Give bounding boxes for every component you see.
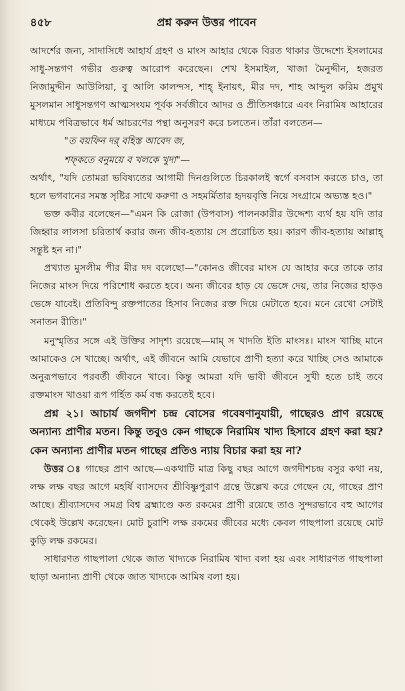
paragraph-islam-saints: আদর্শের জন্য, সাদাসিধে আহার্য গ্রহণ ও মাংস আহার থেকে বিরত থাকার উদ্দেশ্যে ইসলামের সাধু-সন্তগণ গভীর গুরুত্ব আরোপ করেছেন। শেখ ইসমাইল, খাজা মৈনুদ্দীন, হজরত নিজামুদ্দীন আউলিয়া, বু আলি কালন্দস, শাহ্‌ ইনায়ৎ, মীর দদ, শাহ আব্দুল করিম প্রমুখ মুসলমান সাধুসন্তগণ আত্মসংযম পূর্বক সর্বজীবে আদর ও প্রীতিসঞ্চারে এবং নিরামিষ আহারের মাধ্যমে পবিত্রভাবে ধর্ম আচরণের পন্থা অনুসরণ করে চলতেন। তাঁরা বলতেন— <box>30 46 383 130</box>
verse-line-1: "ত বয়ফিন দর্‌ বহিস্ত আবেদ জ, <box>64 136 185 148</box>
verse-line-2: শফ্‌কতে বনুময়ে ব খলকে খুদা"— <box>64 154 190 166</box>
answer-block <box>30 461 383 551</box>
question-text: আচার্য জগদীশ চন্দ্র বোসের গবেষণানুযায়ী, গাছেরও প্রাণ রয়েছে অন্যান্য প্রাণীর মতন। কিন্তু তবুও কেন গাছকে নিরামিষ খাদ্য হিসাবে গ্রহণ করা হয়? কেন অন্যান্য প্রাণীর মতন গাছের প্রতিও ন্যায় বিচার করা হয় না? <box>30 407 383 458</box>
paragraph-manusmriti: মনুস্মৃতির সঙ্গে এই উক্তির সাদৃশ্য রয়েছে—মাম্‌ স খাদতি ইতি মাংসঃ। মাংস খাচ্ছি মানে আমাকেও সে খাচ্ছে। অর্থাৎ, এই জীবনে আমি যেভাবে প্রাণী হত্যা করে খাচ্ছি সেও আমাকে অনুরূপভাবে পরবর্তী জীবনে খাবে। কিন্তু আমরা যদি ভাবী জীবনে সুখী হতে চাই তবে রক্তমাংস খাওয়া রূপ গর্হিত কর্ম বন্ধ করতেই হবে। <box>30 335 383 401</box>
paragraph-mir-dad: প্রখ্যাত মুসলীম পীর মীর দদ বলেছো—"কোনও জীবের মাংস যে আহার করে তাকে তার নিজের মাংস দিয়ে পরিশোধ করতে হবে। অন্য জীবের হাড় যে ভেঙ্গে দেয়, তার নিজের হাড়ও ভেঙ্গে যাবেই। প্রতিবিন্দু রক্তপাতের হিসাব নিজের রক্ত দিয়ে মেটাতে হবে। মনে রেখো সেটাই সনাতন রীতি।" <box>30 263 383 329</box>
page-header <box>30 14 383 33</box>
answer-text: গাছের প্রাণ আছে—একথাটি মাত্র কিছু বছর আগে জগদীশচন্দ্র বসুর কথা নয়, লক্ষ লক্ষ বছর আগে মহর্ষি ব্যাসদেব শ্রীবিষ্ণুপুরাণ গ্রন্থে উল্লেখ করে গেছেন যে, গাছের প্রাণ আছে। শ্রীব্যাসদেব সমগ্র বিশ্ব ব্রহ্মাণ্ডে কত রকমের প্রাণী রয়েছে তাও সুন্দরভাবে বহু আগের থেকেই উল্লেখ করেছেন। মোট চুরাশি লক্ষ রকমের জীবের মধ্যে কেবল গাছপালা রয়েছে মোট কুড়ি লক্ষ রকমের। <box>30 463 383 548</box>
answer-label: উত্তর ঃ <box>44 463 82 475</box>
page-number: ৪৫৮ <box>30 16 52 29</box>
paragraph-verse-meaning: অর্থাৎ, "যদি তোমরা ভবিষ্যতের আগামী দিনগুলিতে চিরকালই স্বর্গে বসবাস করতে চাও, তা হলে ভগবানের সমস্ত সৃষ্টির সাথে করুণা ও সহমর্মিতার হৃদয়বৃত্তি নিয়ে সংগ্রামে অভ্যস্ত হও।" <box>30 172 383 202</box>
question-block <box>30 405 383 461</box>
paragraph-kabir: ভক্ত কবীর বলেছেন—"এমন কি রোজা (উপবাস) পালনকারীর উদ্দেশ্য ব্যর্থ হয় যদি তার জিহ্বার লালসা চরিতার্থ করার জন্য জীব-হত্যায় সে প্ররোচিত হয়। কারণ জীব-হত্যায় আল্লাহ্‌ সন্তুষ্ট হন না।" <box>30 208 383 257</box>
paragraph-closing: সাধারণত গাছপালা থেকে জাত খাদ্যকে নিরামিষ খাদ্য বলা হয় এবং সাধারণত গাছপালা ছাড়া অন্যান্য প্রাণী থেকে জাত খাদ্যকে আমিষ বলা হয়। <box>30 554 383 584</box>
page-body <box>30 43 383 587</box>
running-title: প্রশ্ন করুন উত্তর পাবেন <box>156 16 257 29</box>
question-label: প্রশ্ন ২১। <box>44 407 84 420</box>
